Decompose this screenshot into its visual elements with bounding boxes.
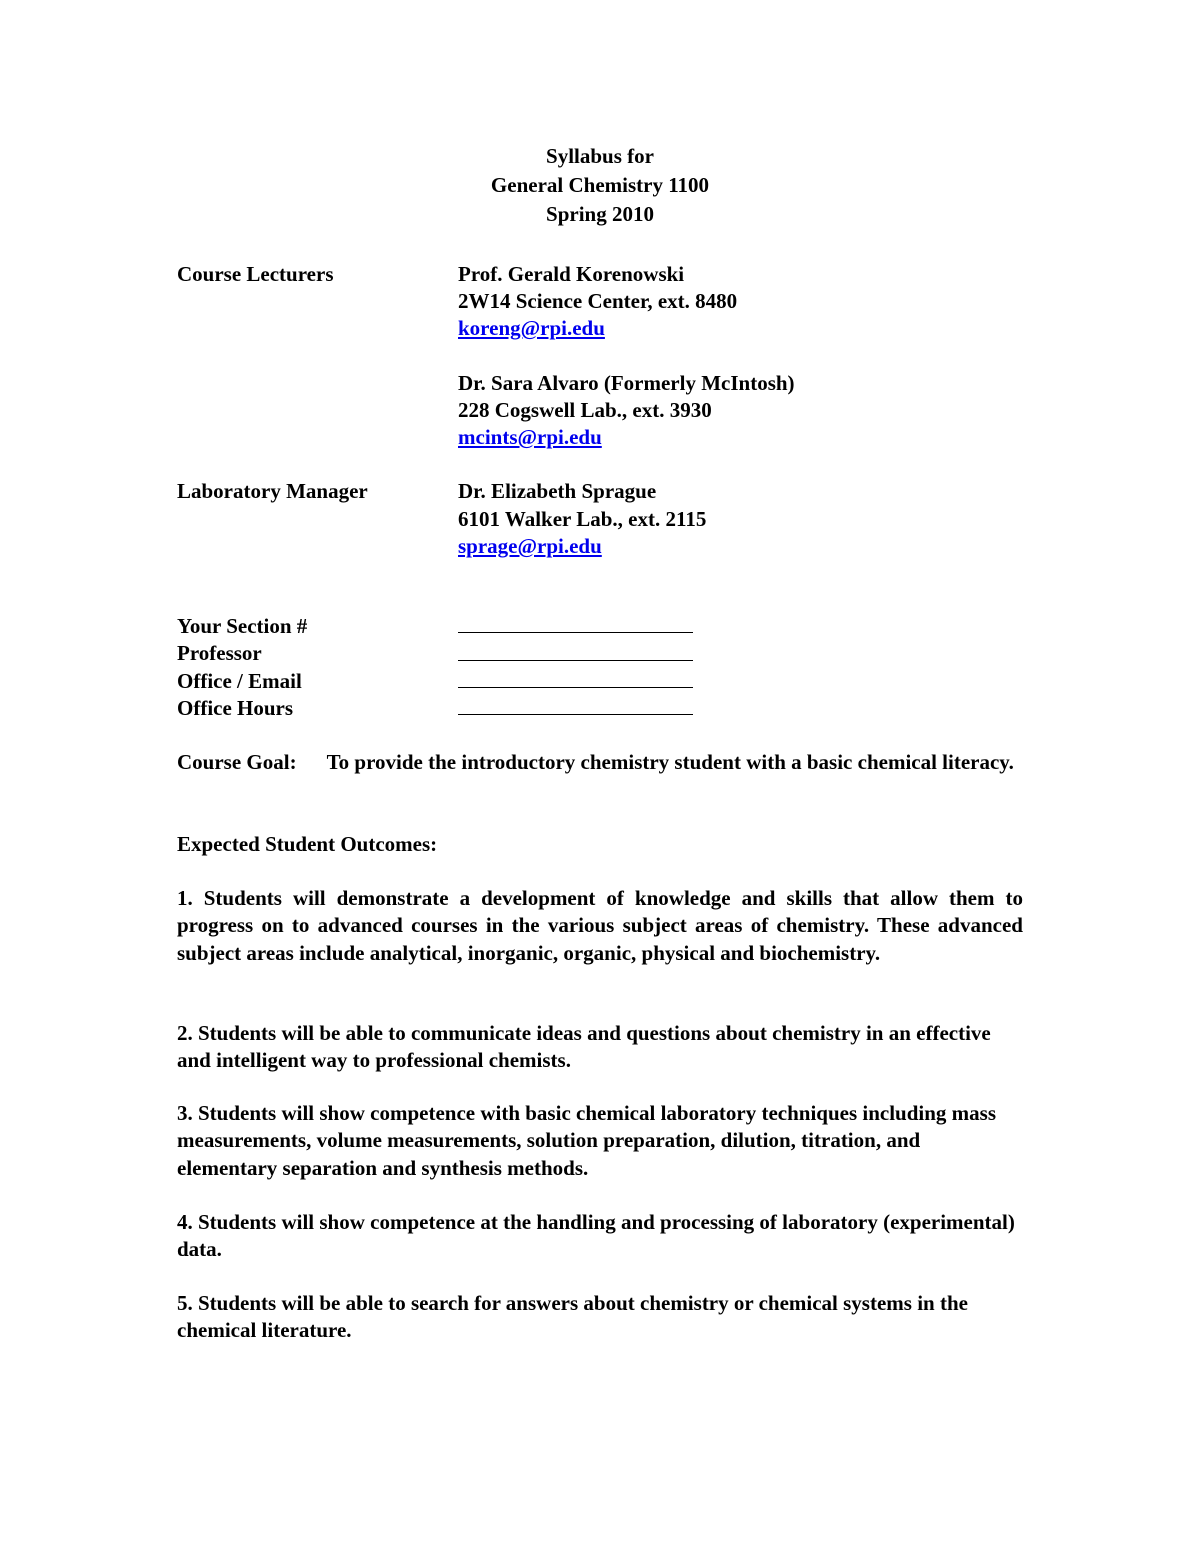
course-goal — [177, 749, 1023, 776]
course-goal-label: Course Goal: — [177, 750, 297, 774]
course-lecturers-label: Course Lecturers — [177, 262, 334, 286]
office-hours-label: Office Hours — [177, 696, 294, 720]
title-line-1: Syllabus for — [546, 144, 654, 168]
professor-label: Professor — [177, 641, 262, 665]
your-section-label: Your Section # — [177, 614, 308, 638]
prof2-office: 228 Cogswell Lab., ext. 3930 — [458, 398, 712, 422]
office-email-blank — [458, 687, 693, 688]
lab-manager-name: Dr. Elizabeth Sprague — [458, 479, 657, 503]
prof1-office: 2W14 Science Center, ext. 8480 — [458, 289, 738, 313]
course-goal-text: To provide the introductory chemistry student with a basic chemical literacy. — [326, 750, 1014, 774]
title-line-3: Spring 2010 — [546, 202, 654, 226]
outcome-4: 4. Students will show competence at the handling and processing of laboratory (experimental) data. — [177, 1210, 1015, 1262]
outcome-2: 2. Students will be able to communicate ideas and questions about chemistry in an effective and intelligent way to professional chemists. — [177, 1021, 991, 1073]
prof1-name: Prof. Gerald Korenowski — [458, 262, 685, 286]
office-hours-blank — [458, 714, 693, 715]
prof2-name: Dr. Sara Alvaro (Formerly McIntosh) — [458, 371, 795, 395]
lab-manager-email-link[interactable]: sprage@rpi.edu — [458, 534, 602, 558]
lab-manager-label: Laboratory Manager — [177, 479, 368, 503]
your-section-blank — [458, 632, 693, 633]
professor-blank — [458, 660, 693, 661]
lab-manager-office: 6101 Walker Lab., ext. 2115 — [458, 507, 707, 531]
outcome-1: 1. Students will demonstrate a development of knowledge and skills that allow them to progress on to advanced courses in the various subject areas of chemistry. These advanced subject areas include analytical, inorganic, organic, physical and biochemistry. — [177, 886, 1023, 965]
prof1-email-link[interactable]: koreng@rpi.edu — [458, 316, 605, 340]
outcomes-heading: Expected Student Outcomes: — [177, 832, 438, 856]
office-email-label: Office / Email — [177, 669, 302, 693]
prof2-email-link[interactable]: mcints@rpi.edu — [458, 425, 602, 449]
outcome-5: 5. Students will be able to search for answers about chemistry or chemical systems in the chemical literature. — [177, 1291, 968, 1343]
title-line-2: General Chemistry 1100 — [490, 173, 710, 197]
outcome-3: 3. Students will show competence with basic chemical laboratory techniques including mass measurements, volume measurements, solution preparation, dilution, titration, and elementary separation and synthesis methods. — [177, 1101, 997, 1180]
